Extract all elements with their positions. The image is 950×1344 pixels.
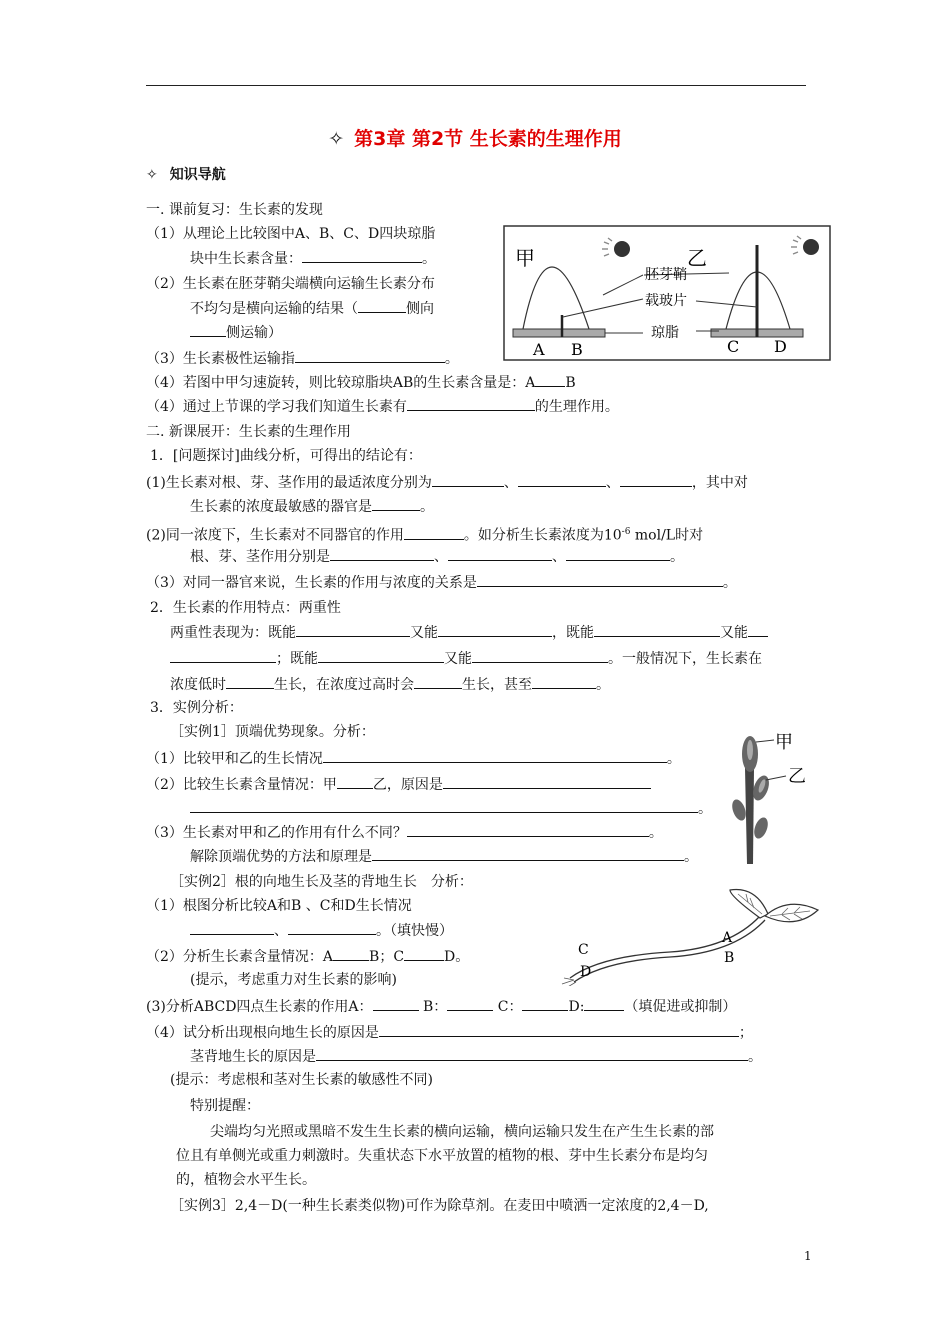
review-q2c: 侧运输）	[190, 322, 282, 343]
p1-2d: 根、芽、茎作用分别是 、 、 。	[190, 546, 684, 567]
apical-dominance-figure	[728, 728, 818, 864]
p1-3: （3）对同一器官来说，生长素的作用与浓度的关系是 。	[146, 572, 737, 593]
blank[interactable]	[302, 248, 422, 263]
review-q1: （1）从理论上比较图中A、B、C、D四块琼脂	[146, 226, 436, 242]
fig1-A: A	[533, 340, 545, 359]
fig3-D: D	[580, 964, 592, 980]
ex1-2: （2）比较生长素含量情况：甲 乙，原因是	[146, 774, 651, 795]
ex1-1: （1）比较甲和乙的生长情况 。	[146, 748, 681, 769]
ex2-1: （1）根图分析比较A和B 、C和D生长情况	[146, 898, 412, 914]
nav-heading: ✧ 知识导航	[146, 167, 226, 183]
review-q3: （3）生长素极性运输指 。	[146, 348, 459, 369]
p2-b: ；既能 又能 。一般情况下，生长素在	[170, 648, 762, 669]
ex2-hint: (提示，考虑重力对生长素的影响)	[190, 972, 397, 988]
label-agar: 琼脂	[651, 325, 679, 341]
blank[interactable]	[190, 322, 226, 337]
fig1-D: D	[774, 337, 787, 356]
p2: 2．生长素的作用特点：两重性	[150, 600, 341, 616]
p1: 1．[问题探讨]曲线分析，可得出的结论有：	[150, 448, 422, 464]
review-q5: （4）通过上节课的学习我们知道生长素有 的生理作用。	[146, 396, 619, 417]
p2-a: 两重性表现为：既能 又能 ，既能 又能	[170, 622, 768, 643]
review-q4: （4）若图中甲匀速旋转，则比较琼脂块AB的生长素含量是：A B	[146, 372, 576, 393]
fig1-jia: 甲	[515, 246, 535, 270]
nav-diamond-icon: ✧	[146, 167, 158, 183]
p1-2: (2)同一浓度下，生长素对不同器官的作用 。如分析生长素浓度为$10^{-6}$ mol/L时对	[146, 522, 703, 546]
review-heading: 一. 课前复习：生长素的发现	[146, 202, 323, 218]
label-coleoptile: 胚芽鞘	[645, 267, 687, 283]
header-rule	[146, 85, 806, 86]
horizontal-seedling-figure	[560, 886, 822, 986]
ex1: ［实例1］顶端优势现象。分析：	[170, 724, 375, 740]
p1-1: (1)生长素对根、芽、茎作用的最适浓度分别为 、 、 ，其中对	[146, 472, 748, 493]
ex2-4: （4）试分析出现根向地生长的原因是 ；	[146, 1022, 753, 1043]
ex2-1b: 、 。（填快慢）	[190, 920, 453, 941]
ex2-5: 茎背地生长的原因是 。	[190, 1046, 762, 1067]
fig3-C: C	[578, 942, 589, 958]
ex2-2: （2）分析生长素含量情况：A B；C D。	[146, 946, 469, 967]
note-line-3: 的，植物会水平生长。	[176, 1172, 316, 1188]
note-line-1: 尖端均匀光照或黑暗不发生生长素的横向运输，横向运输只发生在产生生长素的部	[210, 1124, 714, 1140]
coleoptile-figure	[503, 225, 831, 361]
ex3: ［实例3］2,4－D(一种生长素类似物)可作为除草剂。在麦田中喷洒一定浓度的2,4－D,	[170, 1198, 709, 1214]
review-q1b: 块中生长素含量： 。	[190, 248, 436, 269]
note-line-2: 位且有单侧光或重力刺激时。失重状态下水平放置的植物的根、芽中生长素分布是均匀	[176, 1148, 708, 1164]
fig1-C: C	[727, 337, 740, 356]
fig2-yi: 乙	[788, 766, 806, 787]
fig2-jia: 甲	[775, 732, 793, 753]
p1-1c: 生长素的浓度最敏感的器官是 。	[190, 496, 434, 517]
fig1-B: B	[571, 340, 583, 359]
ex2: ［实例2］根的向地生长及茎的背地生长 分析：	[170, 874, 473, 890]
page-number: 1	[804, 1249, 812, 1263]
blank[interactable]	[407, 396, 535, 411]
fig3-A: A	[722, 930, 733, 946]
fig3-B: B	[724, 950, 735, 966]
p2-c: 浓度低时 生长，在浓度过高时会 生长，甚至 。	[170, 674, 610, 695]
blank[interactable]	[295, 348, 445, 363]
label-slide: 载玻片	[645, 293, 687, 309]
blank[interactable]	[535, 372, 565, 387]
p3: 3．实例分析：	[150, 700, 243, 716]
ex2-hint2: (提示：考虑根和茎对生长素的敏感性不同)	[170, 1072, 433, 1088]
ex1-2c: 。	[190, 798, 712, 819]
title-diamond-icon: ✧	[328, 128, 345, 150]
review-q2: （2）生长素在胚芽鞘尖端横向运输生长素分布	[146, 276, 435, 292]
newlesson-heading: 二. 新课展开：生长素的生理作用	[146, 424, 351, 440]
ex2-3: (3)分析ABCD四点生长素的作用A： B： C： D: （填促进或抑制）	[146, 996, 736, 1017]
page-title: ✧ 第3章 第2节 生长素的生理作用	[328, 128, 622, 150]
blank[interactable]	[358, 298, 406, 313]
note-heading: 特别提醒：	[190, 1098, 260, 1114]
ex1-3: （3）生长素对甲和乙的作用有什么不同？ 。	[146, 822, 663, 843]
review-q2b: 不均匀是横向运输的结果（ 侧向	[190, 298, 434, 319]
fig1-yi: 乙	[687, 246, 707, 270]
ex1-4: 解除顶端优势的方法和原理是 。	[190, 846, 698, 867]
